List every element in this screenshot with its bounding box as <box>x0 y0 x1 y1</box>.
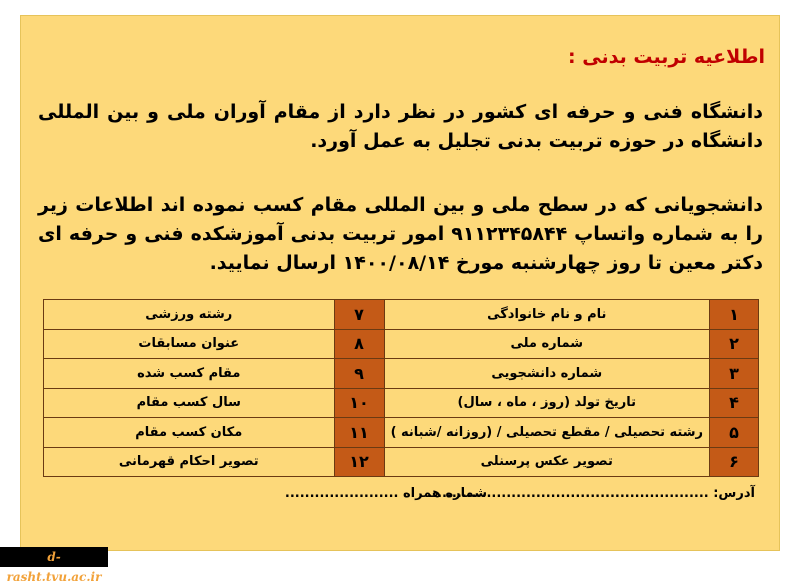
field-label: شماره دانشجویی <box>384 359 709 389</box>
notice-paragraph-1: دانشگاه فنی و حرفه ای کشور در نظر دارد از مقام آوران ملی و بین المللی دانشگاه در حوزه تربیت بدنی تجلیل به عمل آورد. <box>38 101 763 152</box>
field-label: تاریخ تولد (روز ، ماه ، سال) <box>384 388 709 418</box>
field-label: رشته ورزشی <box>44 300 335 330</box>
row-number: ۲ <box>709 329 758 359</box>
row-number: ۸ <box>334 329 384 359</box>
field-label: عنوان مسابقات <box>44 329 335 359</box>
row-number: ۱۲ <box>334 447 384 477</box>
field-label: تصویر عکس پرسنلی <box>384 447 709 477</box>
notice-card <box>20 15 780 551</box>
table-row <box>44 359 759 389</box>
row-number: ۱ <box>709 300 758 330</box>
row-number: ۳ <box>709 359 758 389</box>
info-table <box>43 299 759 477</box>
table-row <box>44 418 759 448</box>
table-row <box>44 329 759 359</box>
field-label: رشته تحصیلی / مقطع تحصیلی / (روزانه /شبانه ) <box>384 418 709 448</box>
field-label: شماره ملی <box>384 329 709 359</box>
notice-title: اطلاعیه تربیت بدنی : <box>568 46 765 68</box>
table-row <box>44 447 759 477</box>
row-number: ۱۱ <box>334 418 384 448</box>
row-number: ۹ <box>334 359 384 389</box>
phone-field: شماره همراه ....................... <box>284 486 487 501</box>
field-label: مقام کسب شده <box>44 359 335 389</box>
row-number: ۱۰ <box>334 388 384 418</box>
field-label: سال کسب مقام <box>44 388 335 418</box>
table-row <box>44 388 759 418</box>
address-field: آدرس: ......................................................... <box>427 486 755 501</box>
row-number: ۴ <box>709 388 758 418</box>
row-number: ۷ <box>334 300 384 330</box>
field-label: تصویر احکام قهرمانی <box>44 447 335 477</box>
notice-paragraph-2: دانشجویانی که در سطح ملی و بین المللی مقام کسب نموده اند اطلاعات زیر را به شماره واتساپ ۹۱۱۲۳۴۵۸۴۴ امور تربیت بدنی آموزشکده فنی و حرفه ای دکتر معین تا روز چهارشنبه مورخ ۱۴۰۰/۰۸/۱۴ ارسال نمایید. <box>38 194 764 274</box>
row-number: ۵ <box>709 418 758 448</box>
row-number: ۶ <box>709 447 758 477</box>
site-watermark: d-rasht.tvu.ac.ir <box>0 547 108 567</box>
field-label: مکان کسب مقام <box>44 418 335 448</box>
table-row <box>44 300 759 330</box>
field-label: نام و نام خانوادگی <box>384 300 709 330</box>
